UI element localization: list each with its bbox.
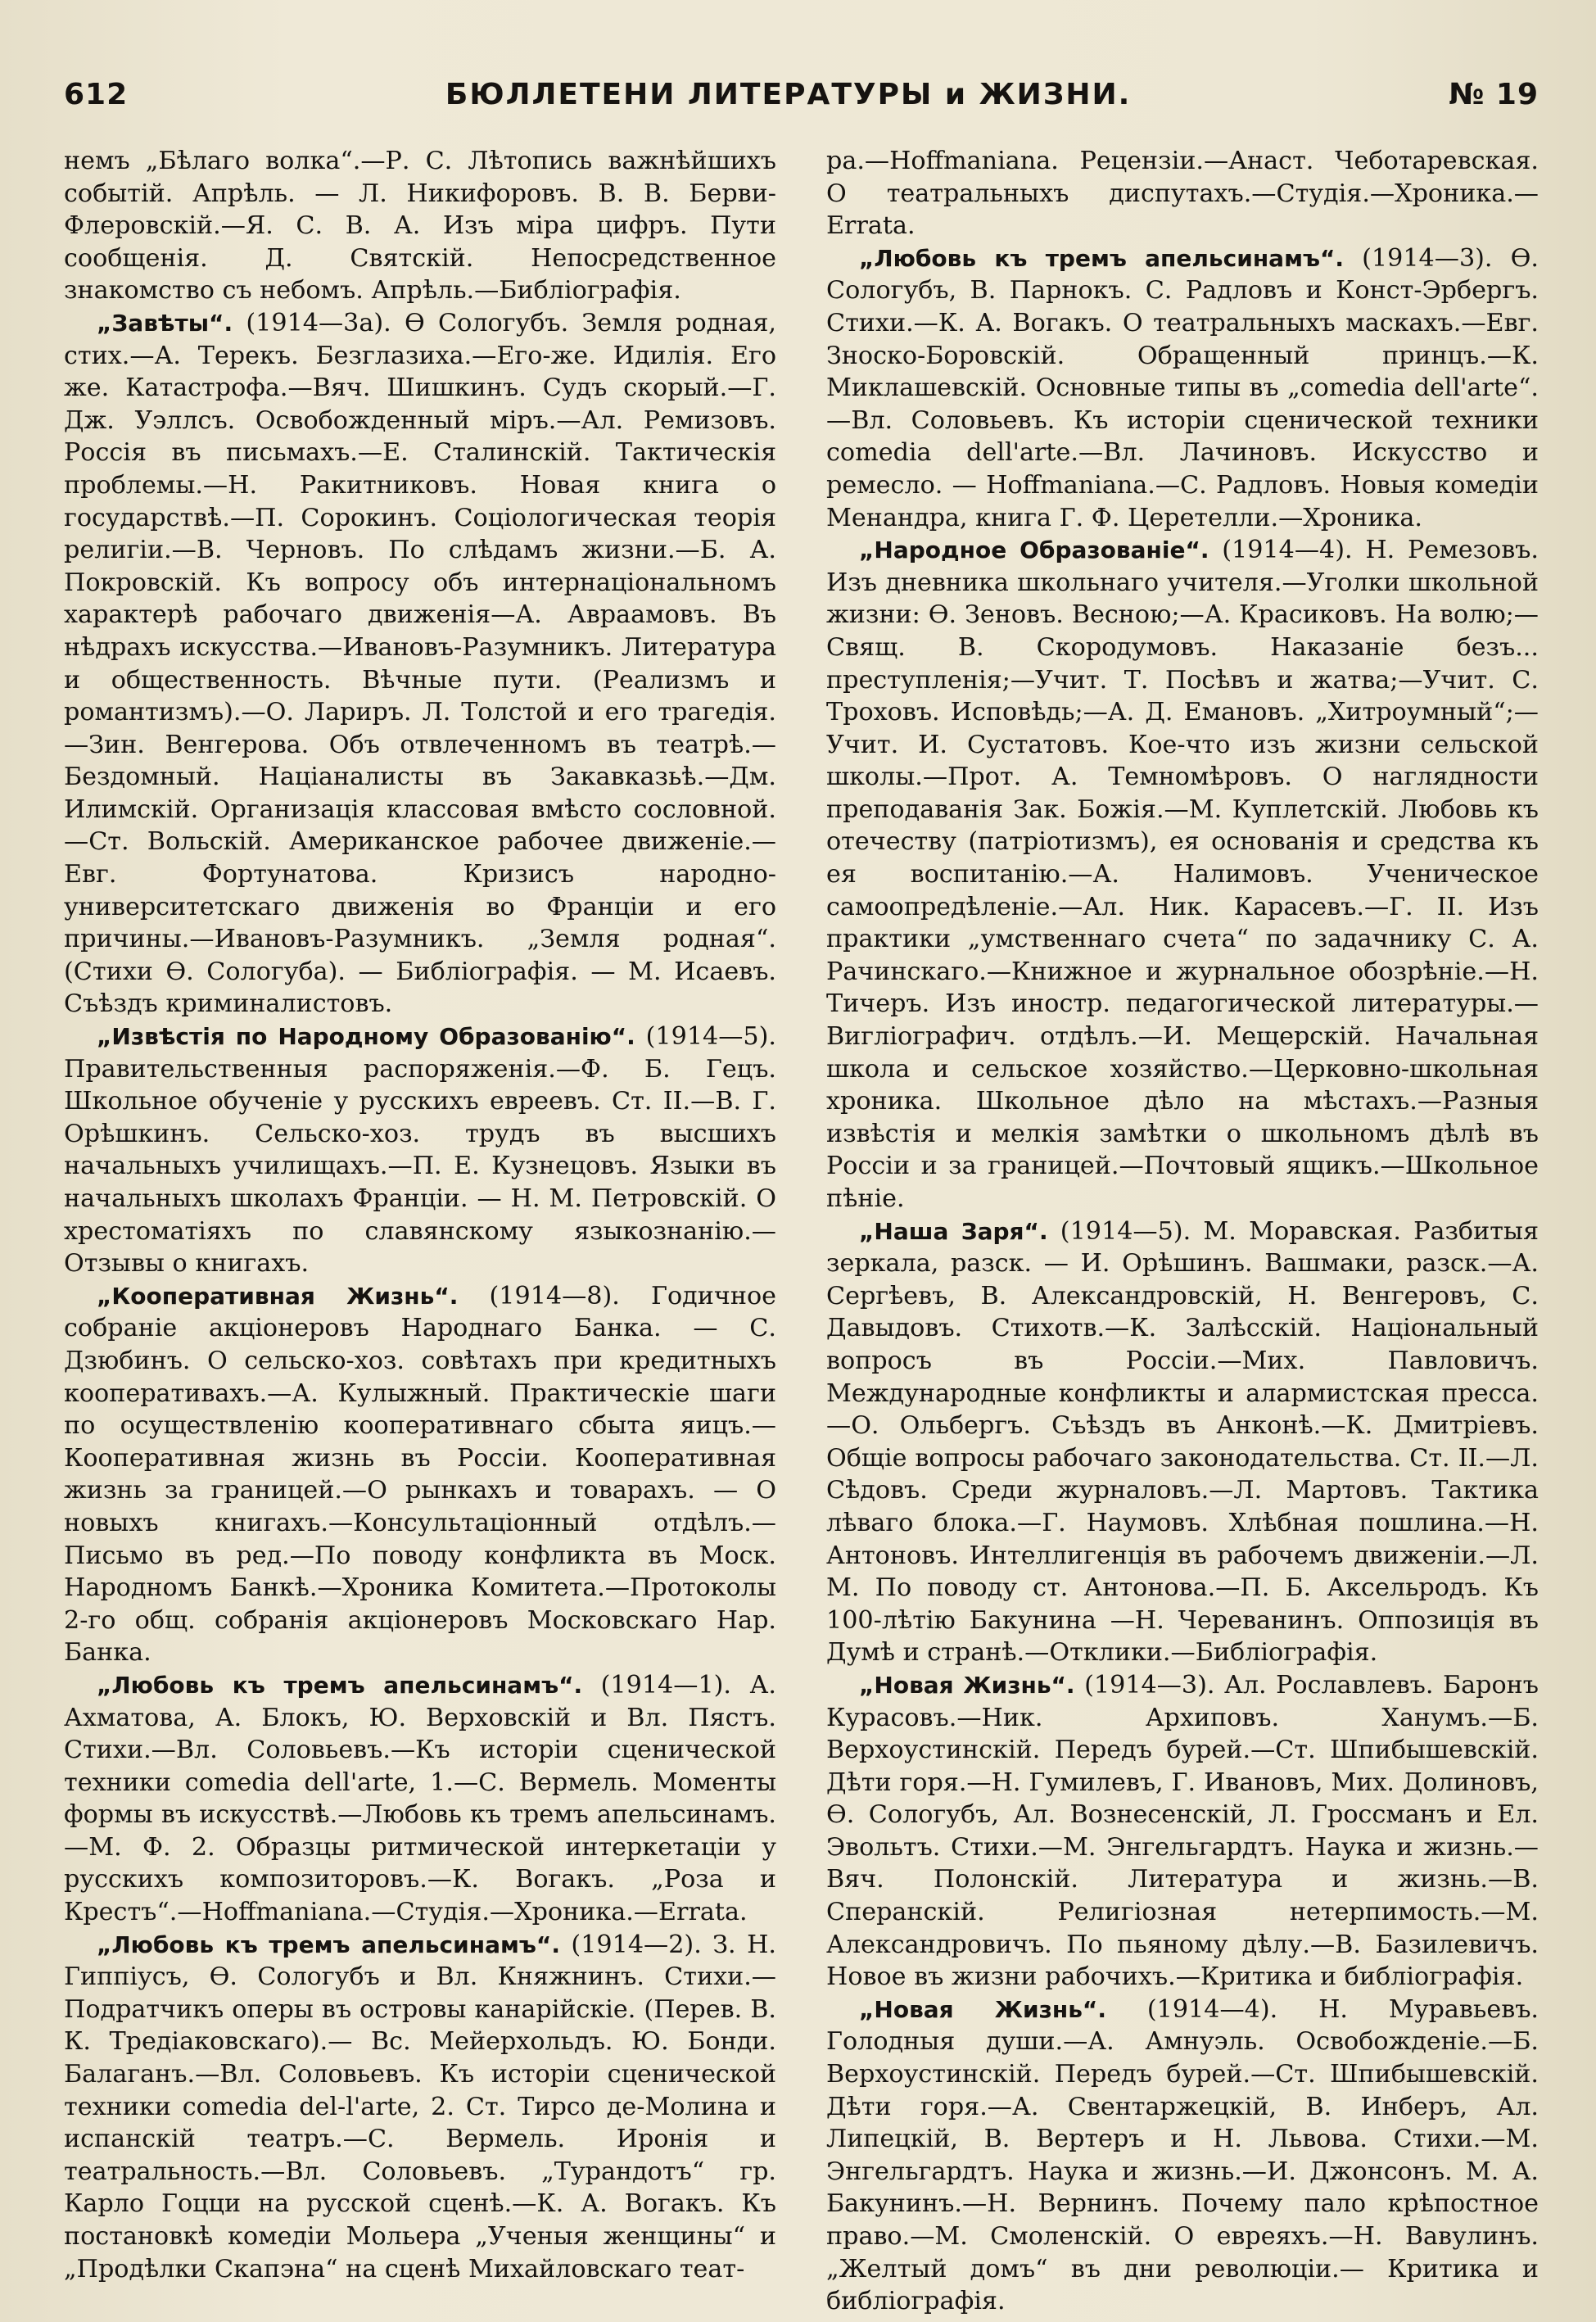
page-number: 612	[64, 78, 129, 111]
running-head	[64, 78, 1539, 130]
bibliography-entry	[64, 1669, 776, 1929]
magazine-title: „Народное Образованіе“.	[859, 536, 1209, 564]
magazine-title: „Новая Жизнь“.	[859, 1995, 1106, 2023]
left-column	[64, 145, 776, 2318]
magazine-title: „Любовь къ тремъ апельсинамъ“.	[97, 1930, 560, 1958]
entry-text: (1914—8). Годичное собраніе акціонеровъ Народнаго Банка. — С. Дзюбинъ. О сельско-хоз. совѣтахъ при кредитныхъ кооперативахъ.—А. Кулыжный. Практическіе шаги по осуществленію кооперативнаго сбыта яицъ.—Кооперативная жизнь въ Россіи. Кооперативная жизнь за границей.—О рынкахъ и товарахъ. — О новыхъ книгахъ.—Консультаціонный отдѣлъ.—Письмо въ ред.—По поводу конфликта въ Моск. Народномъ Банкѣ.—Хроника Комитета.—Протоколы 2-го общ. собранія акціонеровъ Московскаго Нар. Банка.	[64, 1281, 777, 1668]
entry-text: ра.—Hoffmaniana. Рецензіи.—Анаст. Чеботаревская. О театральныхъ диспутахъ.—Студія.—Хроника.—Errata.	[826, 147, 1539, 241]
magazine-title: „Любовь къ тремъ апельсинамъ“.	[97, 1671, 583, 1699]
bibliography-entry	[826, 1994, 1539, 2318]
journal-title: БЮЛЛЕТЕНИ ЛИТЕРАТУРЫ и ЖИЗНИ.	[445, 78, 1132, 111]
entry-text: (1914—3). Ал. Рославлевъ. Баронъ Курасовъ.—Ник. Архиповъ. Ханумъ.—Б. Верхоустинскій. Передъ бурей.—Ст. Шпибышевскій. Дѣти горя.—Н. Гумилевъ, Г. Ивановъ, Мих. Долиновъ, Ѳ. Сологубъ, Ал. Вознесенскій, Л. Гроссманъ и Ел. Эвольтъ. Стихи.—М. Энгельгардтъ. Наука и жизнь.—Вяч. Полонскій. Литература и жизнь.—В. Сперанскій. Религіозная нетерпимость.—М. Александровичъ. По пьяному дѣлу.—В. Базилевичъ. Новое въ жизни рабочихъ.—Критика и библіографія.	[826, 1670, 1539, 1992]
entry-text: (1914—4). Н. Ремезовъ. Изъ дневника школьнаго учителя.—Уголки школьной жизни: Ѳ. Зеновъ. Весною;—А. Красиковъ. На волю;—Свящ. В. Скородумовъ. Наказаніе безъ... преступленія;—Учит. Т. Посѣвъ и жатва;—Учит. С. Троховъ. Исповѣдь;—А. Д. Емановъ. „Хитроумный“;—Учит. И. Сустатовъ. Кое-что изъ жизни сельской школы.—Прот. А. Темномѣровъ. О наглядности преподаванія Зак. Божія.—М. Куплетскій. Любовь къ отечеству (патріотизмъ), ея основанія и средства къ ея воспитанію.—А. Налимовъ. Ученическое самоопредѣленіе.—Ал. Ник. Карасевъ.—Г. II. Изъ практики „умственнаго счета“ по задачнику С. А. Рачинскаго.—Книжное и журнальное обозрѣніе.—Н. Тичеръ. Изъ иностр. педагогической литературы.—Вигліографич. отдѣлъ.—И. Мещерскій. Начальная школа и сельское хозяйство.—Церковно-школьная хроника. Школьное дѣло на мѣстахъ.—Разныя извѣстія и мелкія замѣтки о школьномъ дѣлѣ въ Россіи и за границей.—Почтовый ящикъ.—Школьное пѣніе.	[826, 536, 1539, 1213]
bibliography-entry	[826, 1215, 1539, 1669]
magazine-title: „Наша Заря“.	[859, 1217, 1048, 1245]
magazine-title: „Новая Жизнь“.	[859, 1671, 1075, 1699]
bibliography-entry	[64, 307, 776, 1021]
bibliography-entry	[826, 1669, 1539, 1994]
entry-text: (1914—1). А. Ахматова, А. Блокъ, Ю. Верховскій и Вл. Пястъ. Стихи.—Вл. Соловьевъ.—Къ исторіи сценической техники comedia dell'arte, 1.—С. Вермель. Моменты формы въ искусствѣ.—Любовь къ тремъ апельсинамъ.—М. Ф. 2. Образцы ритмической интеркетаціи у русскихъ композиторовъ.—К. Вогакъ. „Роза и Крестъ“.—Hoffmaniana.—Студія.—Хроника.—Errata.	[64, 1670, 776, 1927]
entry-text: (1914—3а). Ѳ Сологубъ. Земля родная, стих.—А. Терекъ. Безглазиха.—Его-же. Идилія. Его же. Катастрофа.—Вяч. Шишкинъ. Судъ скорый.—Г. Дж. Уэллсъ. Освобожденный міръ.—Ал. Ремизовъ. Россія въ письмахъ.—Е. Сталинскій. Тактическія проблемы.—Н. Ракитниковъ. Новая книга о государствѣ.—П. Сорокинъ. Соціологическая теорія религіи.—В. Черновъ. По слѣдамъ жизни.—Б. А. Покровскій. Къ вопросу объ интернаціональномъ характерѣ рабочаго движенія—А. Авраамовъ. Въ нѣдрахъ искусства.—Ивановъ-Разумникъ. Литература и общественность. Вѣчные пути. (Реализмъ и романтизмъ).—О. Лариръ. Л. Толстой и его трагедія.—Зин. Венгерова. Объ отвлеченномъ въ театрѣ.—Бездомный. Націаналисты въ Закавказьѣ.—Дм. Илимскій. Организація классовая вмѣсто сословной.—Ст. Вольскій. Американское рабочее движеніе.—Евг. Фортунатова. Кризисъ народно-университетскаго движенія во Франціи и его причины.—Ивановъ-Разумникъ. „Земля родная“. (Стихи Ѳ. Сологуба). — Библіографія. — М. Исаевъ. Съѣздъ криминалистовъ.	[64, 308, 776, 1019]
bibliography-entry	[64, 145, 776, 307]
entry-text: (1914—4). Н. Муравьевъ. Голодныя души.—А. Амнуэль. Освобожденіе.—Б. Верхоустинскій. Передъ бурей.—Ст. Шпибышевскій. Дѣти горя.—А. Свентаржецкій, В. Инберъ, Ал. Липецкій, В. Вертеръ и Н. Львова. Стихи.—М. Энгельгардтъ. Наука и жизнь.—И. Джонсонъ. М. А. Бакунинъ.—Н. Вернинъ. Почему пало крѣпостное право.—М. Смоленскій. О евреяхъ.—Н. Вавулинъ. „Желтый домъ“ въ дни революціи.— Критика и библіографія.	[826, 1994, 1539, 2316]
bibliography-entry	[64, 1280, 776, 1669]
entry-text: немъ „Бѣлаго волка“.—Р. С. Лѣтопись важнѣйшихъ событій. Апрѣль. — Л. Никифоровъ. В. В. Берви-Флеровскій.—Я. С. В. А. Изъ міра цифръ. Пути сообщенія. Д. Святскій. Непосредственное знакомство съ небомъ. Апрѣль.—Библіографія.	[64, 147, 776, 306]
bibliography-entry	[64, 1021, 776, 1280]
magazine-title: „Кооперативная Жизнь“.	[97, 1282, 459, 1310]
entry-text: (1914—2). З. Н. Гиппіусъ, Ѳ. Сологубъ и Вл. Княжнинъ. Стихи.—Подратчикъ оперы въ островы канарійскіе. (Перев. В. К. Тредіаковскаго).— Вс. Мейерхольдъ. Ю. Бонди. Балаганъ.—Вл. Соловьевъ. Къ исторіи сценической техники comedia del-l'arte, 2. Ст. Тирсо де-Молина и испанскій театръ.—С. Вермель. Иронія и театральность.—Вл. Соловьевъ. „Турандотъ“ гр. Карло Гоцци на русской сценѣ.—К. А. Вогакъ. Къ постановкѣ комедіи Мольера „Ученыя женщины“ и „Продѣлки Скапэна“ на сценѣ Михайловскаго теат-	[64, 1930, 777, 2284]
bibliography-entry	[826, 242, 1539, 534]
text-columns	[64, 145, 1539, 2318]
entry-text: (1914—5). Правительственныя распоряженія.—Ф. Б. Гецъ. Школьное обученіе у русскихъ евреевъ. Ст. II.—В. Г. Орѣшкинъ. Сельско-хоз. трудъ въ высшихъ начальныхъ училищахъ.—П. Е. Кузнецовъ. Языки въ начальныхъ школахъ Франціи. — Н. М. Петровскій. О хрестоматіяхъ по славянскому языкознанію.—Отзывы о книгахъ.	[64, 1022, 776, 1279]
magazine-title: „Завѣты“.	[97, 309, 233, 337]
bibliography-entry	[826, 534, 1539, 1215]
magazine-title: „Любовь къ тремъ апельсинамъ“.	[859, 244, 1345, 272]
magazine-title: „Извѣстія по Народному Образованію“.	[97, 1023, 635, 1051]
right-column	[826, 145, 1539, 2318]
bibliography-entry	[826, 145, 1539, 242]
issue-number: № 19	[1449, 78, 1539, 111]
entry-text: (1914—5). М. Моравская. Разбитыя зеркала, разск. — И. Орѣшинъ. Вашмаки, разск.—А. Сергѣевъ, В. Александровскій, Н. Венгеровъ, С. Давыдовъ. Стихотв.—К. Залѣсскій. Національный вопросъ въ Россіи.—Мих. Павловичъ. Международные конфликты и алармистская пресса.—О. Ольбергъ. Съѣздъ въ Анконѣ.—К. Дмитріевъ. Общіе вопросы рабочаго законодательства. Ст. II.—Л. Сѣдовъ. Среди журналовъ.—Л. Мартовъ. Тактика лѣваго блока.—Г. Наумовъ. Хлѣбная пошлина.—Н. Антоновъ. Интеллигенція въ рабочемъ движеніи.—Л. М. По поводу ст. Антонова.—П. Б. Аксельродъ. Къ 100-лѣтію Бакунина —Н. Череванинъ. Оппозиція въ Думѣ и странѣ.—Отклики.—Библіографія.	[826, 1216, 1539, 1668]
entry-text: (1914—3). Ѳ. Сологубъ, В. Парнокъ. С. Радловъ и Конст-Эрбергъ. Стихи.—К. А. Вогакъ. О театральныхъ маскахъ.—Евг. Зноско-Боровскій. Обращенный принцъ.—К. Миклашевскій. Основные типы въ „comedia dell'arte“.—Вл. Соловьевъ. Къ исторіи сценической техники comedia dell'arte.—Вл. Лачиновъ. Искусство и ремесло. — Hoffmaniana.—С. Радловъ. Новыя комедіи Менандра, книга Г. Ф. Церетелли.—Хроника.	[826, 243, 1539, 532]
bibliography-entry	[64, 1929, 776, 2286]
